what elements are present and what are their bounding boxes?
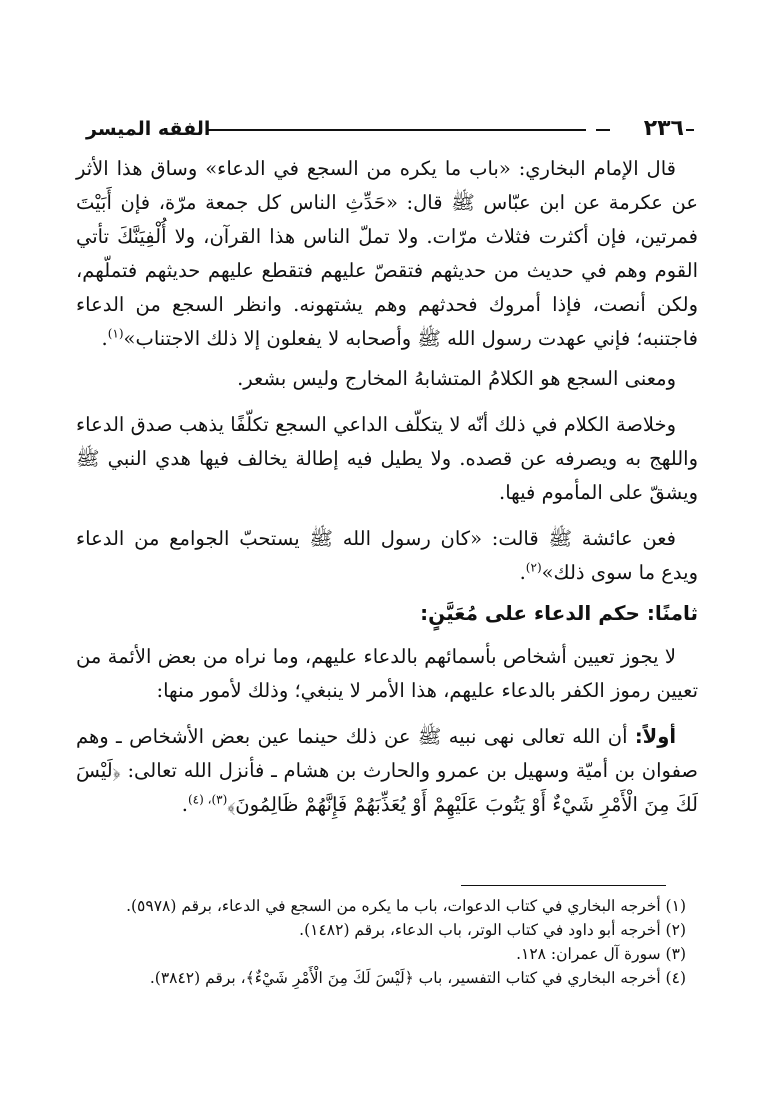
footnotes — [76, 894, 686, 990]
page-number: ٢٣٦ — [643, 116, 684, 141]
paragraph-bukhari-quote: قال الإمام البخاري: «باب ما يكره من السجع في الدعاء» وساق هذا الأثر عن عكرمة عن ابن عبّاس ﷺ قال: «حَدِّثِ الناس كل جمعة مرّة، فإن أَبَيْتَ فمرتين، فإن أكثرت فثلاث مرّات. ولا تملّ الناس هذا القرآن، ولا أُلْفِيَنَّكَ تأتي القوم وهم في حديث من حديثهم فتقصّ عليهم فتقطع عليهم حديثهم فتملّهم، ولكن أنصت، فإذا أمروك فحدثهم وهم يشتهونه. وانظر السجع من الدعاء فاجتنبه؛ فإني عهدت رسول الله ﷺ وأصحابه لا يفعلون إلا ذلك الاجتناب»$^{(١)}$. — [76, 157, 698, 350]
footnote-divider — [461, 885, 666, 886]
footnote-ref-2: (٢) — [525, 560, 542, 575]
footnote-4: (٤) أخرجه البخاري في كتاب التفسير، باب ﴿لَيْسَ لَكَ مِنَ الْأَمْرِ شَيْءٌ﴾، برقم (٣٨٤٢). — [149, 969, 686, 987]
header-rule-end — [686, 129, 694, 131]
header-rule-short — [596, 129, 610, 131]
footnote-3: (٣) سورة آل عمران: ١٢٨. — [516, 945, 686, 963]
paragraph-aisha-hadith: فعن عائشة ﷺ قالت: «كان رسول الله ﷺ يستحبّ الجوامع من الدعاء ويدع ما سوى ذلك»$^{(٢)}$. — [76, 527, 698, 584]
paragraph-summary: وخلاصة الكلام في ذلك أنّه لا يتكلّف الداعي السجع تكلّفًا يذهب صدق الدعاء واللهج به ويصرفه عن قصده. ولا يطيل فيه إطالة يخالف فيها هدي النبي ﷺ ويشقّ على المأموم فيها. — [76, 413, 698, 504]
footnote-ref-3-4: (٣)، (٤) — [187, 792, 228, 807]
footnote-2: (٢) أخرجه أبو داود في كتاب الوتر، باب الدعاء، برقم (١٤٨٢). — [299, 921, 686, 939]
section-heading: ثامنًا: حكم الدعاء على مُعَيَّنٍ: — [420, 601, 698, 625]
page-header — [86, 114, 690, 144]
footnote-1: (١) أخرجه البخاري في كتاب الدعوات، باب ما يكره من السجع في الدعاء، برقم (٥٩٧٨). — [126, 897, 686, 915]
main-text — [76, 152, 698, 822]
paragraph-first-reason: أولاً: أن الله تعالى نهى نبيه ﷺ عن ذلك حينما عين بعض الأشخاص ـ وهم صفوان بن أميّة وسهيل بن عمرو والحارث بن هشام ـ فأنزل الله تعالى: ﴿لَيْسَ لَكَ مِنَ الْأَمْرِ شَيْءٌ أَوْ يَتُوبَ عَلَيْهِمْ أَوْ يُعَذِّبَهُمْ فَإِنَّهُمْ ظَالِمُونَ﴾$^{(٣)، (٤)}$. — [76, 725, 698, 816]
paragraph-saja-definition: ومعنى السجع هو الكلامُ المتشابهُ المخارج وليس بشعر. — [237, 367, 676, 390]
paragraph-ruling: لا يجوز تعيين أشخاص بأسمائهم بالدعاء عليهم، وما نراه من بعض الأئمة من تعيين رموز الكفر بالدعاء عليهم، هذا الأمر لا ينبغي؛ وذلك لأمور منها: — [76, 645, 698, 702]
list-marker: أولاً: — [634, 725, 676, 748]
footnote-ref-1: (١) — [107, 326, 124, 341]
book-title: الفقه الميسر — [86, 118, 211, 140]
header-rule — [208, 129, 586, 131]
